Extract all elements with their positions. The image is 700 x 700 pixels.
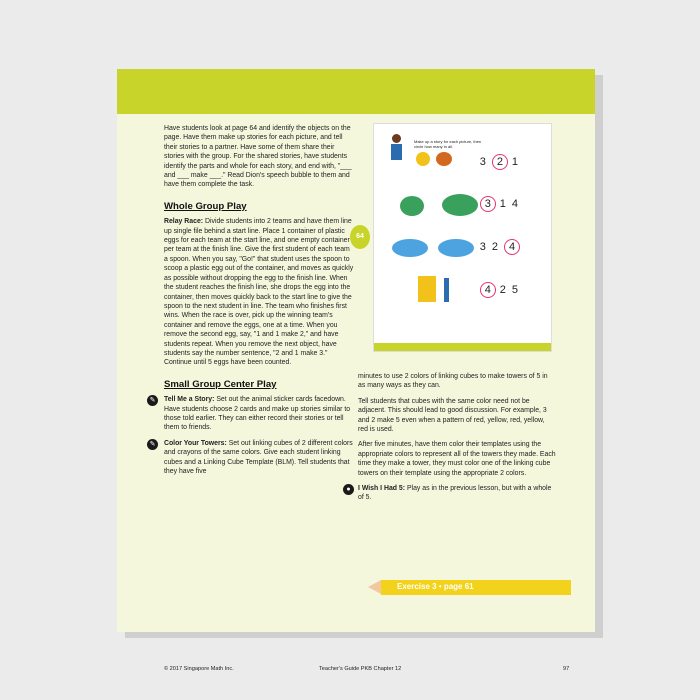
row-3-numbers: 32 4 (480, 239, 524, 255)
whole-group-heading: Whole Group Play (164, 200, 247, 212)
footer-copyright: © 2017 Singapore Math Inc. (164, 666, 234, 672)
small-group-heading: Small Group Center Play (164, 378, 277, 390)
bowl-icon (392, 239, 428, 257)
bowl-icon-2 (438, 239, 474, 257)
top-band (117, 69, 595, 114)
pencil-tip-icon (368, 580, 381, 594)
right-paragraph-2: Tell students that cubes with the same color need not be adjacent. This should lead to good discussion. For example, 3 and 2 make 5 even when a pattern of red, yellow, red, yellow, red is used. (358, 397, 547, 434)
footer-guide: Teacher's Guide PKB Chapter 12 (319, 666, 402, 672)
wish-text: Play as in the previous lesson, but with a whole of 5. (358, 485, 552, 502)
left-column (149, 124, 354, 482)
story-title: Tell Me a Story: (164, 396, 215, 404)
row-1-numbers: 3 2 1 (479, 156, 524, 168)
right-column (346, 372, 556, 509)
relay-paragraph (164, 217, 354, 368)
workbook-page-thumbnail (373, 123, 552, 352)
exercise-label: Exercise 3 • page 61 (397, 582, 474, 591)
story-item (149, 395, 354, 433)
thumb-row-3 (384, 229, 544, 269)
tower-item (149, 439, 354, 477)
sticker-icon: ✎ (147, 395, 158, 406)
relay-title: Relay Race: (164, 218, 204, 226)
intro-paragraph: Have students look at page 64 and identify the objects on the page. Have them make up stories for each picture, and tell their stories to a partner. Have some of them share their stories with the group. For the shared stories, have students identify the parts and whole for each story, and end with, "___ and ___ make ___." Read Dion's speech bubble to them and have them complete the task. (164, 125, 352, 189)
crayon-icon-thumb (444, 278, 449, 302)
footer-page-number: 97 (563, 666, 570, 672)
thumb-row-2 (384, 186, 544, 226)
lily-pad-icon (442, 194, 478, 216)
row-4-numbers: 4 25 (480, 282, 524, 298)
child-head-icon (392, 134, 401, 143)
story-text: Set out the animal sticker cards facedown. Have students choose 2 cards and make up stories similar to those told earlier. They can either record their stories or tell them to friends. (164, 396, 351, 432)
relay-text: Divide students into 2 teams and have them line up single file behind a start line. Place 1 container of plastic eggs for each team at the start line, and one empty container per team at the finish line. Give the first student of each team a spoon. When you say, "Go!" that student uses the spoon to scoop a plastic egg out of the container, and moves as quickly as possible without dropping the egg to the finish line. When the student reaches the finish line, she drops the egg into the container, then moves quickly back to the start line to give the spoon to the next student in line. The team who finishes first wins. When the race is over, pick up the winning team's container and remove the eggs, one at a time. When you remove the second egg, say, "1 and 1 make 2," and have students repeat. When you remove the next object, have students say the number sentence, "2 and 1 make 3." Continue until 5 eggs have been counted. (164, 218, 354, 367)
speech-bubble: Make up a story for each picture, then circle how many in all. (414, 139, 482, 149)
crayon-box-icon (418, 276, 436, 302)
thumbnail-footer-bar (374, 343, 551, 351)
page (117, 69, 595, 672)
tower-text: Set out linking cubes of 2 different colors and crayons of the same colors. Give each student linking cubes and a Linking Cube Template (BLM). Tell students that they have five (164, 439, 353, 475)
wish-title: I Wish I Had 5: (358, 485, 406, 493)
right-paragraph-1: minutes to use 2 colors of linking cubes to make towers of 5 in as many ways as they can. (358, 373, 548, 390)
group-icon: ● (343, 484, 354, 495)
wish-item (346, 484, 556, 503)
crayon-icon: ✎ (147, 439, 158, 450)
right-paragraph-3: After five minutes, have them color their templates using the appropriate colors to represent all of the towers they made. Each time they make a tower, they must color one of the linking cube towers on their template using the appropriate 2 colors. (358, 441, 556, 477)
row-2-numbers: 3 14 (480, 196, 524, 212)
tower-title: Color Your Towers: (164, 439, 227, 447)
exercise-banner (381, 580, 571, 595)
page-number-tab: 64 (350, 225, 370, 249)
thumb-row-4 (384, 272, 544, 312)
frog-icon (400, 196, 424, 216)
thumb-row-1 (384, 144, 544, 184)
